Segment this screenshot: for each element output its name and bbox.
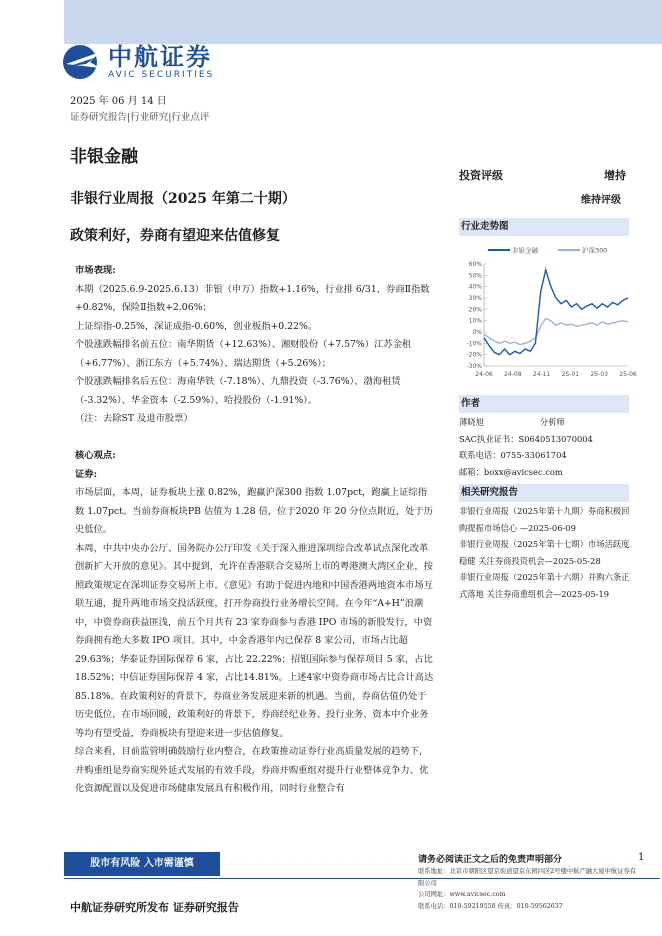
market-para: 个股涨跌幅排名前五位：南华期货（+12.63%）、湘财股份（+7.57%）江苏金租（+6.77%）、浙江东方（+5.74%）、瑞达期货（+5.26%）； — [75, 339, 412, 369]
company-logo — [60, 42, 214, 82]
market-heading: 市场表现: — [75, 265, 116, 276]
market-para: 本期（2025.6.9-2025.6.13）非银（申万）指数+1.16%，行业排 6/31，券商Ⅱ指数+0.82%，保险Ⅱ指数+2.06%； — [75, 283, 430, 313]
website[interactable]: 公司网址：www.avicsec.com — [418, 891, 506, 898]
market-section — [75, 262, 435, 429]
logo-cn: 中航证券 — [108, 43, 212, 71]
author-email[interactable]: 邮箱：boxx@avicsec.com — [459, 466, 563, 477]
author-heading: 作者 — [459, 395, 629, 413]
y-tick-label: 30% — [468, 295, 482, 302]
author-name: 薄晓旭 — [459, 417, 484, 427]
address: 联系地址：北京市朝阳区望京街道望京东园四区2号楼中航产融大厦中航证券有限公司 — [418, 868, 637, 887]
legend-label: 非银金融 — [512, 246, 538, 255]
views-section — [75, 447, 435, 799]
series-line — [484, 318, 628, 344]
tel-fax: 联系电话：010-59219558 传真：010-59562637 — [418, 902, 563, 910]
market-note: （注：去除ST 及退市股票） — [75, 413, 193, 424]
page-number: 1 — [638, 852, 645, 863]
header-band — [64, 0, 662, 44]
plane-logo-icon — [60, 42, 104, 82]
contact-block — [418, 866, 638, 912]
logo-en: AVIC SECURITIES — [108, 70, 215, 80]
y-tick-label: 10% — [468, 317, 482, 325]
author-phone: 联系电话：0755-33061704 — [459, 450, 567, 460]
trend-heading: 行业走势图 — [459, 218, 629, 236]
y-tick-label: 50% — [468, 272, 482, 280]
market-para: 上证综指-0.25%，深证成指-0.60%，创业板指+0.22%。 — [75, 320, 318, 332]
report-date: 2025 年 06 月 14 日 — [70, 96, 167, 107]
author-sac: SAC执业证书：S0640513070004 — [459, 433, 593, 444]
risk-motto: 股市有风险 入市需谨慎 — [64, 852, 220, 876]
y-tick-label: -30% — [466, 363, 482, 370]
y-tick-label: -20% — [466, 351, 482, 359]
y-tick-label: -10% — [466, 340, 482, 348]
y-tick-label: 0% — [472, 329, 482, 336]
y-tick-label: 60% — [468, 261, 482, 268]
report-title: 非银行业周报（2025 年第二十期） — [70, 191, 296, 207]
related-report-link[interactable]: 非银行业周报（2025年第十六期）并购六条正式落地 关注券商重组机会—2025-05-19 — [459, 572, 630, 599]
views-subheading: 证券: — [75, 468, 98, 480]
x-tick-label: 24-11 — [532, 371, 551, 378]
industry-title: 非银金融 — [70, 147, 138, 167]
views-heading: 核心观点: — [75, 450, 116, 461]
views-para: 市场层面，本周，证券板块上涨 0.82%，跑赢沪深300 指数 1.07pct，跑赢上证综指数 1.07pct。当前券商板块PB 估值为 1.28 倍，位于2020 年 20 分位点附近，处于历史低位。 — [75, 487, 433, 535]
breadcrumb: 证券研究报告|行业研究|行业点评 — [70, 112, 210, 123]
rating-label: 投资评级 — [459, 169, 503, 182]
related-heading: 相关研究报告 — [459, 484, 629, 502]
related-report-link[interactable]: 非银行业周报（2025年第十七期）市场活跃度稳健 关注券商投资机会—2025-05-28 — [459, 539, 630, 566]
x-tick-label: 25-06 — [619, 371, 637, 378]
related-report-link[interactable]: 非银行业周报（2025年第十九期）券商积极回购提振市场信心 —2025-06-09 — [459, 506, 630, 533]
report-subtitle: 政策利好，券商有望迎来估值修复 — [70, 228, 280, 244]
x-tick-label: 24-06 — [475, 371, 493, 378]
rating-value: 增持 — [604, 169, 626, 182]
y-tick-label: 20% — [468, 306, 482, 314]
publisher: 中航证券研究所发布 证券研究报告 — [70, 901, 239, 914]
legend-label: 沪深300 — [582, 246, 608, 255]
rating-sub: 维持评级 — [581, 195, 621, 206]
x-tick-label: 24-08 — [504, 371, 522, 378]
disclaimer: 请务必阅读正文之后的免责声明部分 — [418, 855, 563, 865]
author-role: 分析师 — [539, 417, 565, 427]
views-para: 本周，中共中央办公厅、国务院办公厅印发《关于深入推进深圳综合改革试点深化改革创新扩大开放的意见》。其中提到，允许在香港联合交易所上市的粤港澳大湾区企业，按照政策规定在深圳证券交易所上市。《意见》有助于促进内地和中国香港两地资本市场互联互通，提升两地市场交投活跃度，打开券商投行业务增长空间。在今年“A+H”浪潮中，中资券商获益匪浅，前五个月共有 23 家券商参与香港 IPO 市场的新股发行，中资券商拥有绝大多数 IPO 项目。其中，中金香港年内已保荐 8 家公司，市场占比超 29.63%；华泰证券国际保荐 6 家，占比 22.22%；招银国际参与保荐项目 5 家，占比18.52%；中信证券国际保荐 4 家，占比14.81%。上述4家中资券商市场占比合计高达85.18%。在政策利好的背景下，券商业务发展迎来新的机遇。当前，券商估值仍处于历史低位，在市场回暖，政策利好的背景下，券商经纪业务、投行业务、资本中介业务等均有望受益，券商板块有望迎来进一步估值修复。 — [75, 542, 434, 739]
x-tick-label: 25-03 — [590, 371, 608, 378]
industry-trend-chart — [456, 242, 637, 388]
x-tick-label: 25-01 — [561, 371, 580, 378]
related-list — [459, 503, 631, 602]
y-tick-label: 40% — [468, 283, 482, 291]
market-para: 个股涨跌幅排名后五位：海南华铁（-7.18%）、九鼎投资（-3.76%）、渤海租赁（-3.32%）、华金资本（-2.59%）、哈投股份（-1.91%）。 — [75, 376, 401, 406]
views-para: 综合来看，目前监管明确鼓励行业内整合，在政策推动证券行业高质量发展的趋势下，并购重组是券商实现外延式发展的有效手段，券商并购重组对提升行业整体竞争力、优化资源配置以及促进市场健康发展具有积极作用，同时行业整合有 — [75, 746, 429, 794]
author-info — [459, 414, 631, 480]
